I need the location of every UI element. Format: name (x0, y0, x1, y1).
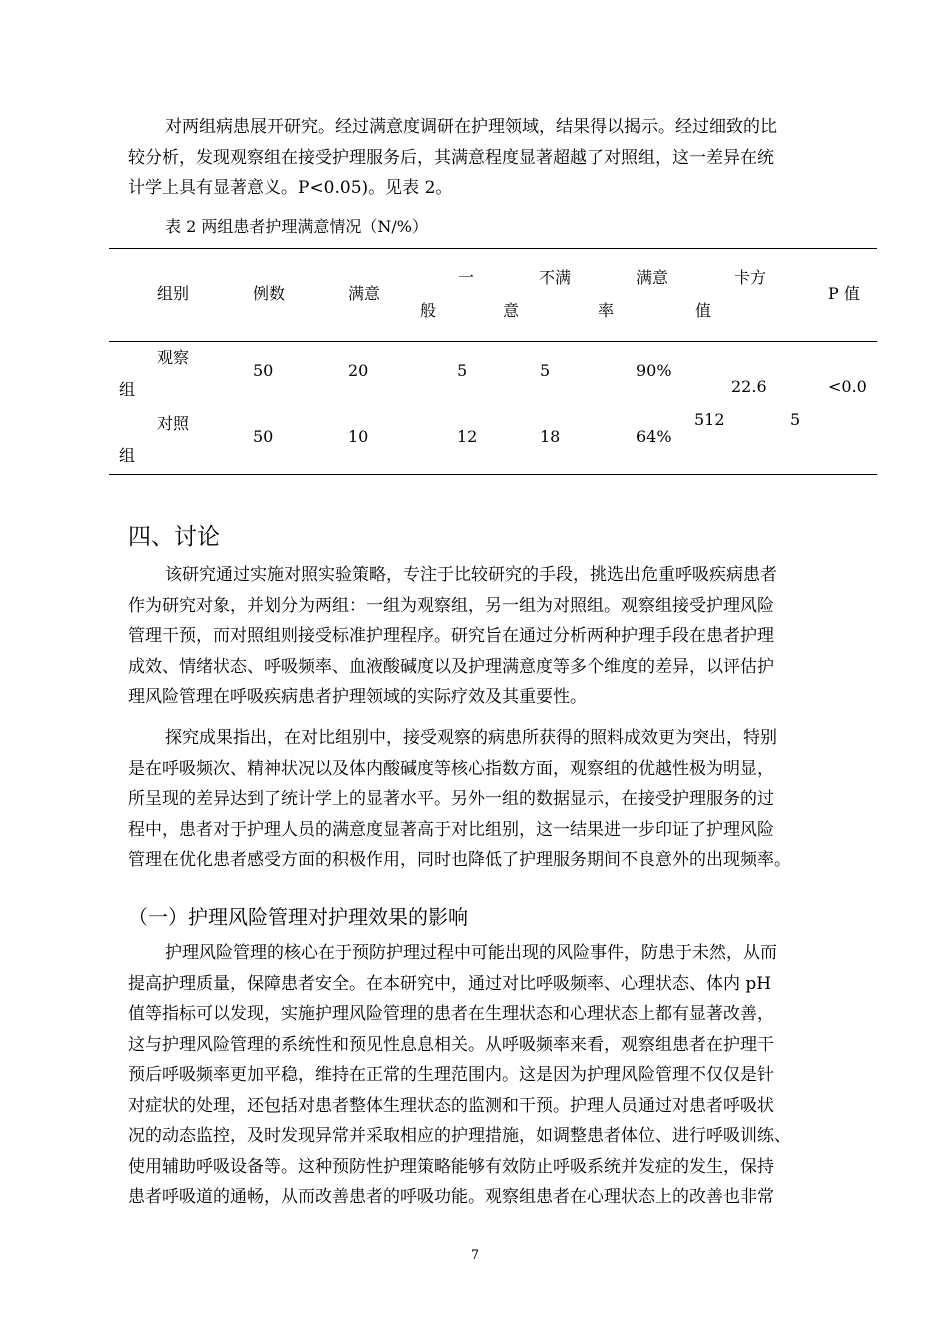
header-rate-part2: 率 (598, 301, 615, 320)
text-line: 程中，患者对于护理人员的满意度显著高于对比组别，这一结果进一步印证了护理风险 (128, 819, 774, 840)
header-group: 组别 (157, 284, 190, 303)
header-chi-part1: 卡方 (734, 268, 767, 287)
subsection-paragraph (128, 938, 858, 1213)
row2-group-part1: 对照 (157, 414, 190, 433)
text-line: 计学上具有显著意义。P<0.05)。见表 2。 (128, 178, 453, 198)
header-rate-part1: 满意 (636, 268, 669, 287)
table-bottom-rule (109, 474, 877, 475)
text-line: 值等指标可以发现，实施护理风险管理的患者在生理状态和心理状态上都有显著改善， (128, 1004, 774, 1024)
table-header-rule (109, 341, 877, 342)
row1-group-part2: 组 (119, 380, 136, 399)
p-value-part2: 5 (790, 410, 801, 429)
text-line: 对两组病患展开研究。经过满意度调研在护理领域，结果得以揭示。经过细致的比 (165, 117, 777, 137)
header-unsatisfied-part1: 不满 (539, 268, 572, 287)
row1-count: 50 (253, 361, 274, 380)
text-line: 患者呼吸道的通畅，从而改善患者的呼吸功能。观察组患者在心理状态上的改善也非常 (128, 1187, 774, 1207)
text-line: 护理风险管理的核心在于预防护理过程中可能出现的风险事件，防患于未然，从而 (165, 943, 777, 963)
row2-unsatisfied: 18 (540, 427, 561, 446)
row1-rate: 90% (636, 361, 672, 380)
text-line: 是在呼吸频次、精神状况以及体内酸碱度等核心指数方面，观察组的优越性极为明显， (128, 758, 774, 779)
header-satisfied: 满意 (348, 284, 381, 303)
text-line: 使用辅助呼吸设备等。这种预防性护理策略能够有效防止呼吸系统并发症的发生，保持 (128, 1156, 774, 1177)
text-line: 管理干预，而对照组则接受标准护理程序。研究旨在通过分析两种护理手段在患者护理 (128, 626, 774, 646)
satisfaction-table (109, 248, 877, 475)
header-count: 例数 (253, 284, 286, 303)
text-line: 这与护理风险管理的系统性和预见性息息相关。从呼吸频率来看，观察组患者在护理干 (128, 1034, 774, 1055)
row2-rate: 64% (636, 427, 672, 446)
text-line: 成效、情绪状态、呼吸频率、血液酸碱度以及护理满意度等多个维度的差异，以评估护 (128, 656, 774, 677)
discussion-paragraph-2 (128, 723, 858, 876)
p-value-part1: <0.0 (828, 377, 867, 396)
text-line: 理风险管理在呼吸疾病患者护理领域的实际疗效及其重要性。 (128, 687, 587, 707)
discussion-paragraph-1 (128, 560, 858, 713)
text-line: 对症状的处理，还包括对患者整体生理状态的监测和干预。护理人员通过对患者呼吸状 (128, 1095, 774, 1116)
text-line: 作为研究对象，并划分为两组：一组为观察组，另一组为对照组。观察组接受护理风险 (128, 595, 774, 616)
row2-general: 12 (457, 427, 478, 446)
text-line: 况的动态监控，及时发现异常并采取相应的护理措施，如调整患者体位、进行呼吸训练、 (128, 1126, 791, 1146)
subsection-heading: （一）护理风险管理对护理效果的影响 (128, 905, 468, 929)
row2-satisfied: 10 (348, 427, 369, 446)
section-heading: 四、讨论 (128, 524, 220, 550)
table-caption: 表 2 两组患者护理满意情况（N/%） (165, 217, 428, 236)
header-p-value: P 值 (828, 284, 860, 303)
row1-general: 5 (457, 361, 468, 380)
header-general-part1: 一 (458, 268, 475, 287)
row1-group-part1: 观察 (157, 348, 190, 367)
text-line: 较分析，发现观察组在接受护理服务后，其满意程度显著超越了对照组，这一差异在统 (128, 147, 774, 168)
row2-group-part2: 组 (119, 446, 136, 465)
chi-value-part2: 512 (694, 410, 725, 429)
row1-satisfied: 20 (348, 361, 369, 380)
text-line: 探究成果指出，在对比组别中，接受观察的病患所获得的照料成效更为突出，特别 (165, 728, 777, 748)
row2-count: 50 (253, 427, 274, 446)
table-top-rule (109, 248, 877, 249)
text-line: 该研究通过实施对照实验策略，专注于比较研究的手段，挑选出危重呼吸疾病患者 (165, 565, 777, 585)
row1-unsatisfied: 5 (540, 361, 551, 380)
header-general-part2: 般 (420, 301, 437, 320)
text-line: 管理在优化患者感受方面的积极作用，同时也降低了护理服务期间不良意外的出现频率。 (128, 850, 791, 870)
intro-paragraph (128, 112, 858, 204)
header-unsatisfied-part2: 意 (503, 301, 520, 320)
text-line: 预后呼吸频率更加平稳，维持在正常的生理范围内。这是因为护理风险管理不仅仅是针 (128, 1065, 774, 1085)
header-chi-part2: 值 (695, 301, 712, 320)
text-line: 所呈现的差异达到了统计学上的显著水平。另外一组的数据显示，在接受护理服务的过 (128, 789, 774, 809)
page-number: 7 (470, 1248, 480, 1263)
text-line: 提高护理质量，保障患者安全。在本研究中，通过对比呼吸频率、心理状态、体内 pH (128, 973, 772, 994)
chi-value-part1: 22.6 (731, 377, 767, 396)
